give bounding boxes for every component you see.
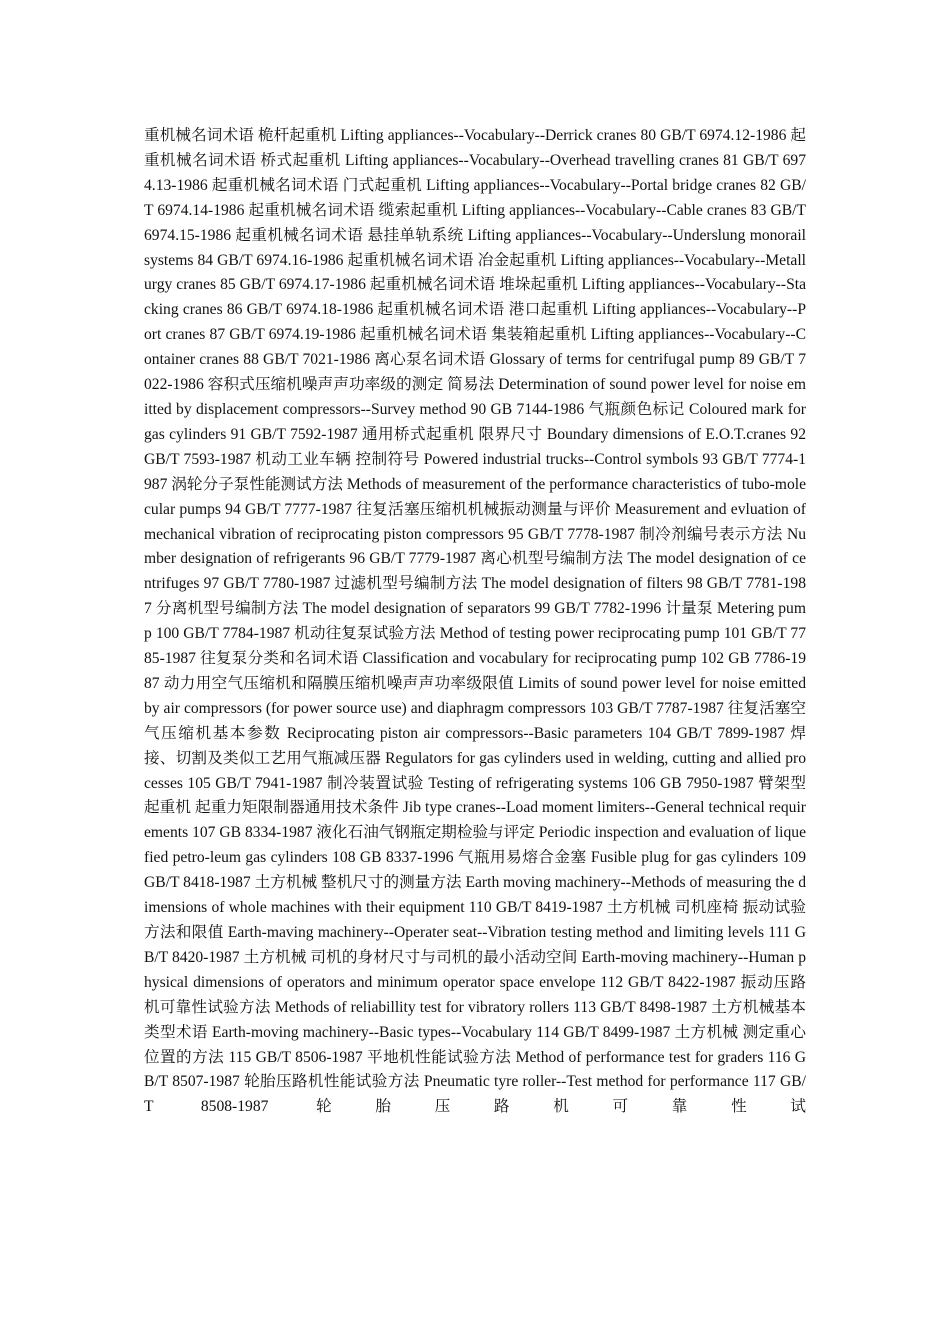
body-paragraph: 重机械名词术语 桅杆起重机 Lifting appliances--Vocabulary--Derrick cranes 80 GB/T 6974.12-1986 起重机械名词术语 桥式起重机 Lifting appliances--Vocabulary--Overhead travelling cranes 81 GB/T 6974.13-1986 起重机械名词术语 门式起重机 Lifting appliances--Vocabulary--Portal bridge cranes 82 GB/T 6974.14-1986 起重机械名词术语 缆索起重机 Lifting appliances--Vocabulary--Cable cranes 83 GB/T 6974.15-1986 起重机械名词术语 悬挂单轨系统 Lifting appliances--Vocabulary--Underslung monorail systems 84 GB/T 6974.16-1986 起重机械名词术语 冶金起重机 Lifting appliances--Vocabulary--Metallurgy cranes 85 GB/T 6974.17-1986 起重机械名词术语 堆垛起重机 Lifting appliances--Vocabulary--Stacking cranes 86 GB/T 6974.18-1986 起重机械名词术语 港口起重机 Lifting appliances--Vocabulary--Port cranes 87 GB/T 6974.19-1986 起重机械名词术语 集装箱起重机 Lifting appliances--Vocabulary--Container cranes 88 GB/T 7021-1986 离心泵名词术语 Glossary of terms for centrifugal pump 89 GB/T 7022-1986 容积式压缩机噪声声功率级的测定 简易法 Determination of sound power level for noise emitted by displacement compressors--Survey method 90 GB 7144-1986 气瓶颜色标记 Coloured mark for gas cylinders 91 GB/T 7592-1987 通用桥式起重机 限界尺寸 Boundary dimensions of E.O.T.cranes 92 GB/T 7593-1987 机动工业车辆 控制符号 Powered industrial trucks--Control symbols 93 GB/T 7774-1987 涡轮分子泵性能测试方法 Methods of measurement of the performance characteristics of tubo-molecular pumps 94 GB/T 7777-1987 往复活塞压缩机机械振动测量与评价 Measurement and evluation of mechanical vibration of reciprocating piston compressors 95 GB/T 7778-1987 制冷剂编号表示方法 Number designation of refrigerants 96 GB/T 7779-1987 离心机型号编制方法 The model designation of centrifuges 97 GB/T 7780-1987 过滤机型号编制方法 The model designation of filters 98 GB/T 7781-1987 分离机型号编制方法 The model designation of separators 99 GB/T 7782-1996 计量泵 Metering pump 100 GB/T 7784-1987 机动往复泵试验方法 Method of testing power reciprocating pump 101 GB/T 7785-1987 往复泵分类和名词术语 Classification and vocabulary for reciprocating pump 102 GB 7786-1987 动力用空气压缩机和隔膜压缩机噪声声功率级限值 Limits of sound power level for noise emitted by air compressors (for power source use) and diaphragm compressors 103 GB/T 7787-1987 往复活塞空气压缩机基本参数 Reciprocating piston air compressors--Basic parameters 104 GB/T 7899-1987 焊接、切割及类似工艺用气瓶减压器 Regulators for gas cylinders used in welding, cutting and allied processes 105 GB/T 7941-1987 制冷装置试验 Testing of refrigerating systems 106 GB 7950-1987 臂架型起重机 起重力矩限制器通用技术条件 Jib type cranes--Load moment limiters--General technical requirements 107 GB 8334-1987 液化石油气钢瓶定期检验与评定 Periodic inspection and evaluation of liquefied petro-leum gas cylinders 108 GB 8337-1996 气瓶用易熔合金塞 Fusible plug for gas cylinders 109 GB/T 8418-1987 土方机械 整机尺寸的测量方法 Earth moving machinery--Methods of measuring the dimensions of whole machines with their equipment 110 GB/T 8419-1987 土方机械 司机座椅 振动试验方法和限值 Earth-maving machinery--Operater seat--Vibration testing method and limiting levels 111 GB/T 8420-1987 土方机械 司机的身材尺寸与司机的最小活动空间 Earth-moving machinery--Human physical dimensions of operators and minimum operator space envelope 112 GB/T 8422-1987 振动压路机可靠性试验方法 Methods of reliabillity test for vibratory rollers 113 GB/T 8498-1987 土方机械基本类型术语 Earth-moving machinery--Basic types--Vocabulary 114 GB/T 8499-1987 土方机械 测定重心位置的方法 115 GB/T 8506-1987 平地机性能试验方法 Method of performance test for graders 116 GB/T 8507-1987 轮胎压路机性能试验方法 Pneumatic tyre roller--Test method for performance 117 GB/T 8508-1987 轮胎压路机可靠性试 <box>144 127 806 1116</box>
